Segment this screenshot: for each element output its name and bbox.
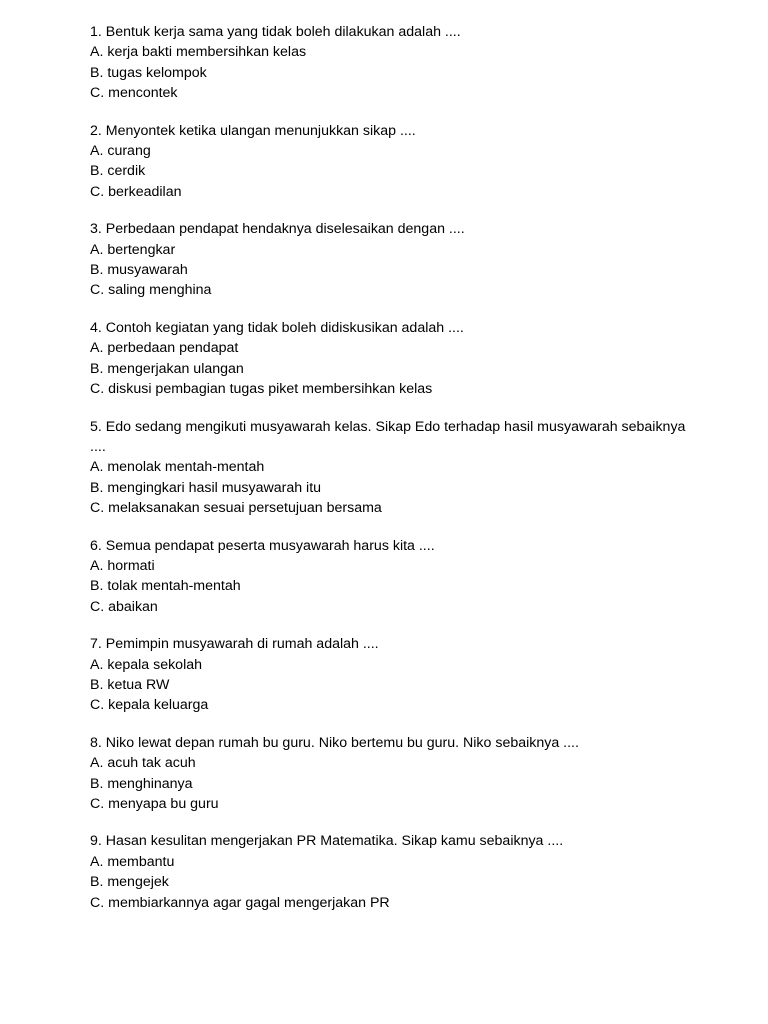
answer-option-c: C. kepala keluarga (90, 697, 209, 714)
answer-option-a: A. curang (90, 143, 151, 160)
answer-option-c: C. saling menghina (90, 282, 212, 299)
answer-option-c: C. mencontek (90, 85, 178, 102)
answer-option-a: A. hormati (90, 557, 155, 574)
question-2 (90, 121, 690, 203)
answer-option-b: B. mengingkari hasil musyawarah itu (90, 479, 322, 496)
answer-option-c: C. membiarkannya agar gagal mengerjakan PR (90, 894, 390, 911)
answer-option-a: A. bertengkar (90, 241, 176, 258)
question-9 (90, 831, 690, 913)
question-text: 5. Edo sedang mengikuti musyawarah kelas. Sikap Edo terhadap hasil musyawarah sebaiknya .... (90, 418, 690, 455)
question-text: 7. Pemimpin musyawarah di rumah adalah .... (90, 636, 379, 653)
answer-option-a: A. perbedaan pendapat (90, 340, 239, 357)
answer-option-c: C. melaksanakan sesuai persetujuan bersama (90, 500, 382, 517)
question-text: 6. Semua pendapat peserta musyawarah harus kita .... (90, 537, 435, 554)
answer-option-a: A. kerja bakti membersihkan kelas (90, 44, 307, 61)
question-4 (90, 318, 690, 400)
answer-option-a: A. menolak mentah-mentah (90, 459, 265, 476)
answer-option-c: C. diskusi pembagian tugas piket membersihkan kelas (90, 381, 433, 398)
question-1 (90, 22, 690, 104)
answer-option-b: B. mengejek (90, 874, 169, 891)
answer-option-b: B. menghinanya (90, 775, 193, 792)
question-7 (90, 634, 690, 716)
answer-option-b: B. ketua RW (90, 676, 170, 693)
question-text: 3. Perbedaan pendapat hendaknya diselesaikan dengan .... (90, 221, 465, 238)
question-3 (90, 219, 690, 301)
question-text: 2. Menyontek ketika ulangan menunjukkan sikap .... (90, 122, 416, 139)
question-text: 9. Hasan kesulitan mengerjakan PR Matematika. Sikap kamu sebaiknya .... (90, 833, 564, 850)
question-8 (90, 733, 690, 815)
answer-option-b: B. tugas kelompok (90, 64, 207, 81)
question-text: 1. Bentuk kerja sama yang tidak boleh dilakukan adalah .... (90, 24, 461, 40)
answer-option-a: A. acuh tak acuh (90, 755, 196, 772)
question-text: 8. Niko lewat depan rumah bu guru. Niko bertemu bu guru. Niko sebaiknya .... (90, 734, 579, 751)
answer-option-c: C. berkeadilan (90, 183, 182, 200)
answer-option-b: B. tolak mentah-mentah (90, 578, 241, 595)
answer-option-b: B. mengerjakan ulangan (90, 360, 244, 377)
answer-option-c: C. menyapa bu guru (90, 796, 219, 812)
answer-option-b: B. musyawarah (90, 262, 188, 279)
question-text: 4. Contoh kegiatan yang tidak boleh didiskusikan adalah .... (90, 319, 464, 336)
question-6 (90, 536, 690, 618)
answer-option-c: C. abaikan (90, 598, 158, 615)
question-5 (90, 417, 690, 519)
answer-option-a: A. membantu (90, 853, 175, 870)
question-list (90, 22, 690, 930)
answer-option-a: A. kepala sekolah (90, 656, 202, 673)
answer-option-b: B. cerdik (90, 163, 146, 180)
